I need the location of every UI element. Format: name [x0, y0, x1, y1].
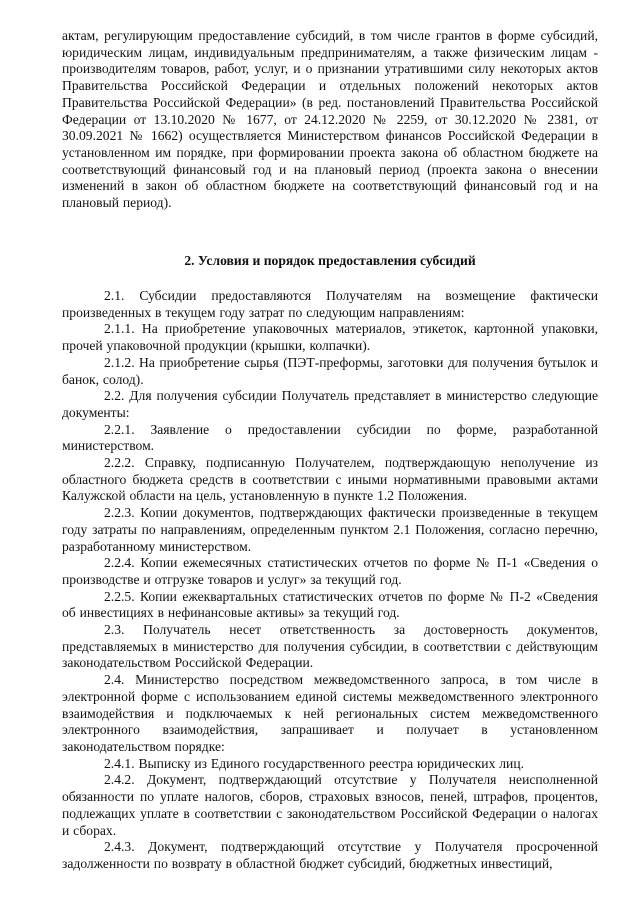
paragraph: 2.3. Получатель несет ответственность за достоверность документов, представляемых в министерство для получения субсидии, в соответствии с действующим законодательством Российской Федерации.	[62, 622, 598, 671]
paragraph: 2.2.2. Справку, подписанную Получателем, подтверждающую неполучение из областного бюджета средств в соответствии с иными нормативными правовыми актами Калужской области на цель, установленную в пункте 1.2 Положения.	[62, 455, 598, 504]
paragraph: 2.2.3. Копии документов, подтверждающих фактически произведенные в текущем году затраты по направлениям, определенным пунктом 2.1 Положения, согласно перечню, разработанному министерством.	[62, 505, 598, 554]
paragraph: 2.4.2. Документ, подтверждающий отсутствие у Получателя неисполненной обязанности по уплате налогов, сборов, страховых взносов, пеней, штрафов, процентов, подлежащих уплате в соответствии с законодательством Российской Федерации о налогах и сборах.	[62, 772, 598, 838]
paragraph: 2.4.1. Выписку из Единого государственного реестра юридических лиц.	[104, 755, 524, 771]
paragraph: 2.1.1. На приобретение упаковочных материалов, этикеток, картонной упаковки, прочей упаковочной продукции (крышки, колпачки).	[62, 321, 598, 354]
intro-paragraph	[62, 28, 598, 212]
section-heading: 2. Условия и порядок предоставления субсидий	[184, 253, 476, 268]
paragraph: 2.2.1. Заявление о предоставлении субсидии по форме, разработанной министерством.	[62, 421, 598, 454]
paragraph: 2.2.5. Копии ежеквартальных статистических отчетов по форме № П-2 «Сведения об инвестициях в нефинансовые активы» за текущий год.	[62, 588, 598, 621]
section-body	[62, 288, 598, 873]
paragraph: 2.1. Субсидии предоставляются Получателям на возмещение фактически произведенных в текущем году затрат по следующим направлениям:	[62, 288, 598, 320]
paragraph: 2.2.4. Копии ежемесячных статистических отчетов по форме № П-1 «Сведения о производстве и отгрузке товаров и услуг» за текущий год.	[62, 555, 598, 587]
paragraph: 2.4. Министерство посредством межведомственного запроса, в том числе в электронной форме с использованием единой системы межведомственного электронного взаимодействия и подключаемых к ней региональных систем межведомственного электронного взаимодействия, запрашивает и получает в установленном законодательством порядке:	[62, 672, 598, 754]
paragraph: актам, регулирующим предоставление субсидий, в том числе грантов в форме субсидий, юридическим лицам, индивидуальным предпринимателям, а также физическим лицам - производителям товаров, работ, услуг, и о признании утратившими силу некоторых актов Правительства Российской Федерации и отдельных положений некоторых актов Правительства Российской Федерации» (в ред. постановлений Правительства Российской Федерации от 13.10.2020 № 1677, от 24.12.2020 № 2259, от 30.12.2020 № 2381, от 30.09.2021 № 1662) осуществляется Министерством финансов Российской Федерации в установленном им порядке, при формировании проекта закона об областном бюджете на соответствующий финансовый год и на плановый период (проекта закона о внесении изменений в закон об областном бюджете на соответствующий финансовый год и на плановый период).	[62, 28, 598, 211]
paragraph: 2.4.3. Документ, подтверждающий отсутствие у Получателя просроченной задолженности по возврату в областной бюджет субсидий, бюджетных инвестиций,	[62, 839, 598, 871]
paragraph: 2.2. Для получения субсидии Получатель представляет в министерство следующие документы:	[62, 388, 598, 420]
paragraph: 2.1.2. На приобретение сырья (ПЭТ-преформы, заготовки для получения бутылок и банок, солод).	[62, 354, 598, 387]
